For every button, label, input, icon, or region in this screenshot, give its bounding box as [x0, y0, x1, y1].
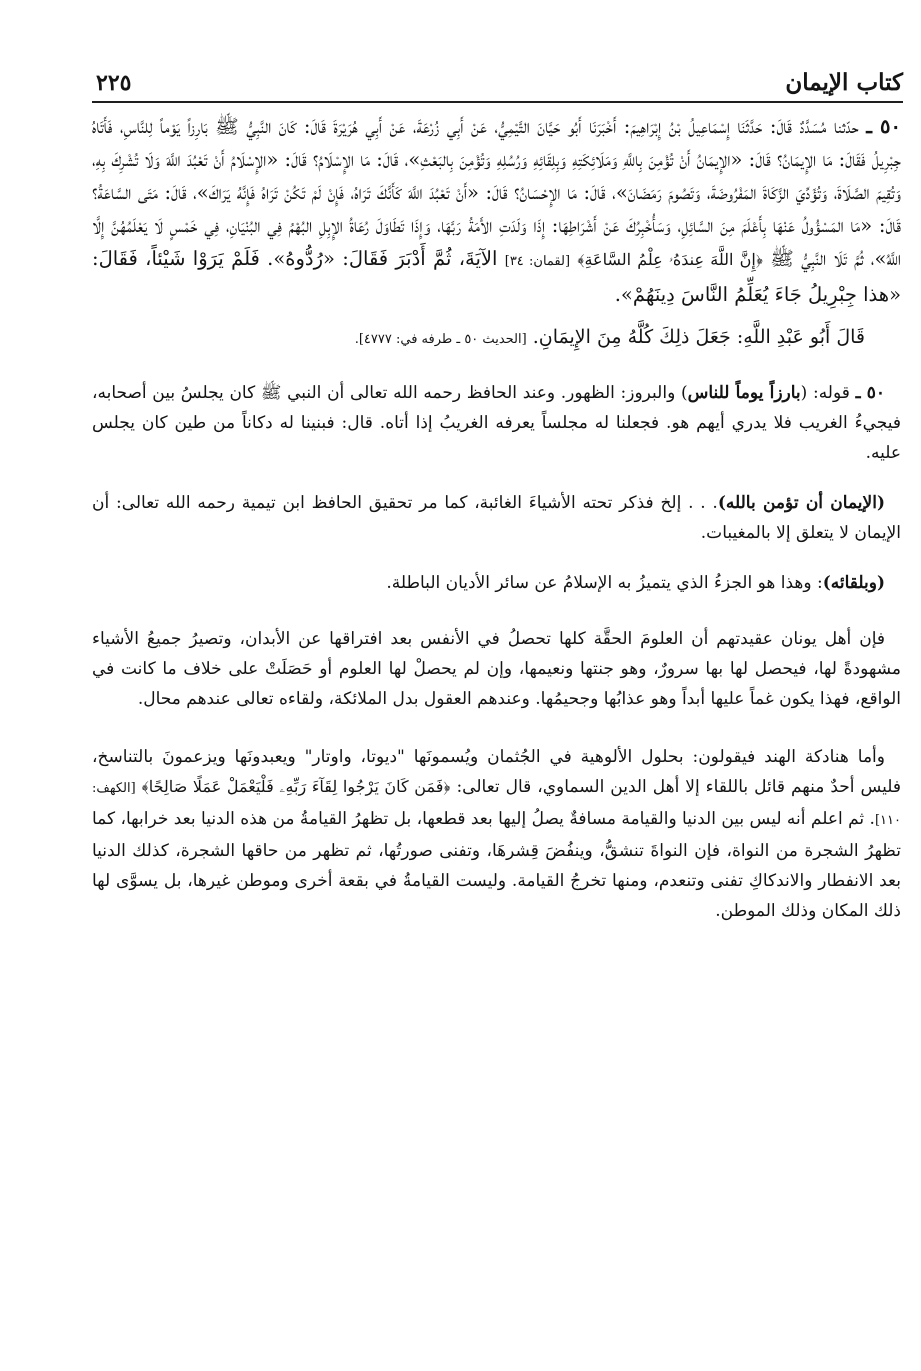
page-number: ٢٢٥	[96, 70, 132, 96]
commentary-text: . . . إلخ فذكر تحته الأشياءَ الغائبة، كما مر تحقيق الحافظ ابن تيمية رحمه الله تعالى: أن الإيمان لا يتعلق إلا بالمغيبات.	[92, 493, 901, 543]
commentary-text: : وهذا هو الجزءُ الذي يتميزُ به الإسلامُ عن سائر الأديان الباطلة.	[386, 573, 823, 593]
commentary-text: فإن أهل يونان عقيدتهم أن العلومَ الحقَّة كلها تحصلُ في الأنفس بعد افتراقها عن الأبدان، وتصيرُ جميعُ الأشياء مشهودةً لها، فيحصل لها بها سرورٌ، وهو جنتها ونعيمها، وإن لم يحصلْ لها العلوم أو حَصَلَتْ على خلاف ما كانت في الواقع، فهذا يكون غماً عليها أبداً وهو عذابُها وجحيمُها. وعندهم العقول بدل الملائكة، ولقاءه تعالى عندهم محال.	[92, 629, 901, 709]
commentary-quoted-phrase: (الإيمان أن تؤمن بالله)	[717, 493, 885, 513]
page-content	[92, 110, 901, 926]
quran-verse: ﴿فَمَن كَانَ يَرْجُوا لِقَآءَ رَبِّهِۦ فَلْيَعْمَلْ عَمَلًا صَالِحًا﴾	[141, 777, 451, 796]
header-rule	[92, 101, 903, 103]
running-title: كتاب الإيمان	[785, 69, 903, 96]
hadith-cross-reference: [الحديث ٥٠ ـ طرفه في: ٤٧٧٧].	[354, 332, 527, 347]
hadith-text-part-1: حدّثنا مُسَدَّدٌ قَالَ: حَدَّثَنَا إِسْمَاعِيلُ بْنُ إِبْرَاهِيمَ: أَخْبَرَنَا أَبُو حَيَّانَ التَّيْمِيُّ، عَنْ أَبِي زُرْعَةَ، عَنْ أَبِي هُرَيْرَةَ قَالَ: كَانَ النَّبِيُّ ﷺ بَارِزاً يَوْماً لِلنَّاسِ، فَأَتَاهُ جِبْرِيلُ فَقَالَ: مَا الإِيمَانُ؟ قَالَ: «الإِيمَانُ أَنْ تُؤْمِنَ بِاللَّهِ وَمَلَائِكَتِهِ وَبِلِقَائِهِ وَرُسُلِهِ وَتُؤْمِنَ بِالبَعْثِ»، قَالَ: مَا الإِسْلَامُ؟ قَالَ: «الإِسْلَامُ أَنْ تَعْبُدَ اللَّهَ وَلَا تُشْرِكَ بِهِ، وَتُقِيمَ الصَّلَاةَ، وَتُؤَدِّيَ الزَّكَاةَ المَفْرُوضَةَ، وَتَصُومَ رَمَضَانَ»، قَالَ: مَا الإِحْسَانُ؟ قَالَ: «أَنْ تَعْبُدَ اللَّهَ كَأَنَّكَ تَرَاهُ، فَإِنْ لَمْ تَكُنْ تَرَاهُ فَإِنَّهُ يَرَاكَ»، قَالَ: مَتَى السَّاعَةُ؟ قَالَ: «مَا المَسْؤُولُ عَنْهَا بِأَعْلَمَ مِنَ السَّائِلِ، وَسَأُخْبِرُكَ عَنْ أَشْرَاطِهَا: إِذَا وَلَدَتِ الأَمَةُ رَبَّهَا، وَإِذَا تَطَاوَلَ رُعَاةُ الإِبِلِ البُهْمُ فِي البُنْيَانِ، فِي خَمْسٍ لَا يَعْلَمُهُنَّ إِلَّا اللَّهُ»، ثُمَّ تَلَا النَّبِيُّ ﷺ	[92, 115, 902, 270]
bukhari-saying	[92, 321, 865, 356]
commentary-text: وأما هنادكة الهند فيقولون: بحلول الألوهية في الجُثمان ويُسمونَها "ديوتا، واوتار" ويعبدونَها ويزعمونَ بالتناسخ، فليس أحدٌ منهم قائل باللقاء إلا أهل الدين السماوي، قال تعالى:	[92, 747, 901, 797]
commentary-quoted-phrase: بارزاً يوماً للناس	[687, 383, 801, 403]
quran-reference: [لقمان: ٣٤]	[504, 254, 571, 269]
commentary-lead: قوله: (	[800, 383, 850, 403]
hadith-text	[92, 110, 901, 311]
commentary-text: ) والبروز: الظهور. وعند الحافظ رحمه الله تعالى أن النبي ﷺ كان يجلسُ بين أصحابه، فيجيءُ الغريب فلا يدري أيهم هو. فجعلنا له مجلساً يعرفه الغريبُ إذا أتاه. قال: فبنينا له دكاناً من طين كان يجلس عليه.	[92, 383, 901, 463]
commentary-paragraph	[92, 568, 901, 598]
commentary-paragraph	[92, 378, 901, 468]
commentary-quoted-phrase: (وبلقائه)	[822, 573, 885, 593]
hadith-text-part-2: الآيَةَ، ثُمَّ أَدْبَرَ فَقَالَ: «رُدُّوهُ». فَلَمْ يَرَوْا شَيْئاً، فَقَالَ: «هذا جِبْرِيلُ جَاءَ يُعَلِّمُ النَّاسَ دِينَهُمْ».	[92, 247, 901, 306]
quran-verse: ﴿إِنَّ اللَّهَ عِندَهُۥ عِلْمُ السَّاعَةِ﴾	[577, 250, 763, 269]
commentary-paragraph	[92, 488, 901, 548]
commentary-text: . ثم اعلم أنه ليس بين الدنيا والقيامة مسافةٌ يصلُ إليها بعد قطعها، بل تظهرُ القيامةُ من هذه الدنيا بعد خرابها، كما تظهرُ الشجرة من النواة، فإن النواةَ تنشقُّ، وينفُضَ قِشرهَا، وتفنى صورتُها، ثم تظهر من حاقها الشجرة، كذلك الدنيا بعد الانفطار والاندكاكِ تفنى وتنعدم، ومنها تخرجُ القيامة. وليست القيامةُ في بقعة أخرى وموطن غيرها، بل يسوَّى لها ذلك المكان وذلك الموطن.	[92, 809, 901, 921]
saying-text: قَالَ أَبُو عَبْدِ اللَّهِ: جَعَلَ ذلِكَ كُلَّهُ مِنَ الإِيمَانِ.	[532, 326, 865, 348]
commentary-paragraph	[92, 624, 901, 714]
commentary-paragraph	[92, 742, 901, 926]
hadith-number: ٥٠ ـ	[866, 115, 901, 138]
commentary-number: ٥٠ ـ	[855, 383, 886, 403]
page-header	[96, 56, 903, 96]
quran-reference: [الكهف: ١١٠]	[92, 781, 901, 828]
